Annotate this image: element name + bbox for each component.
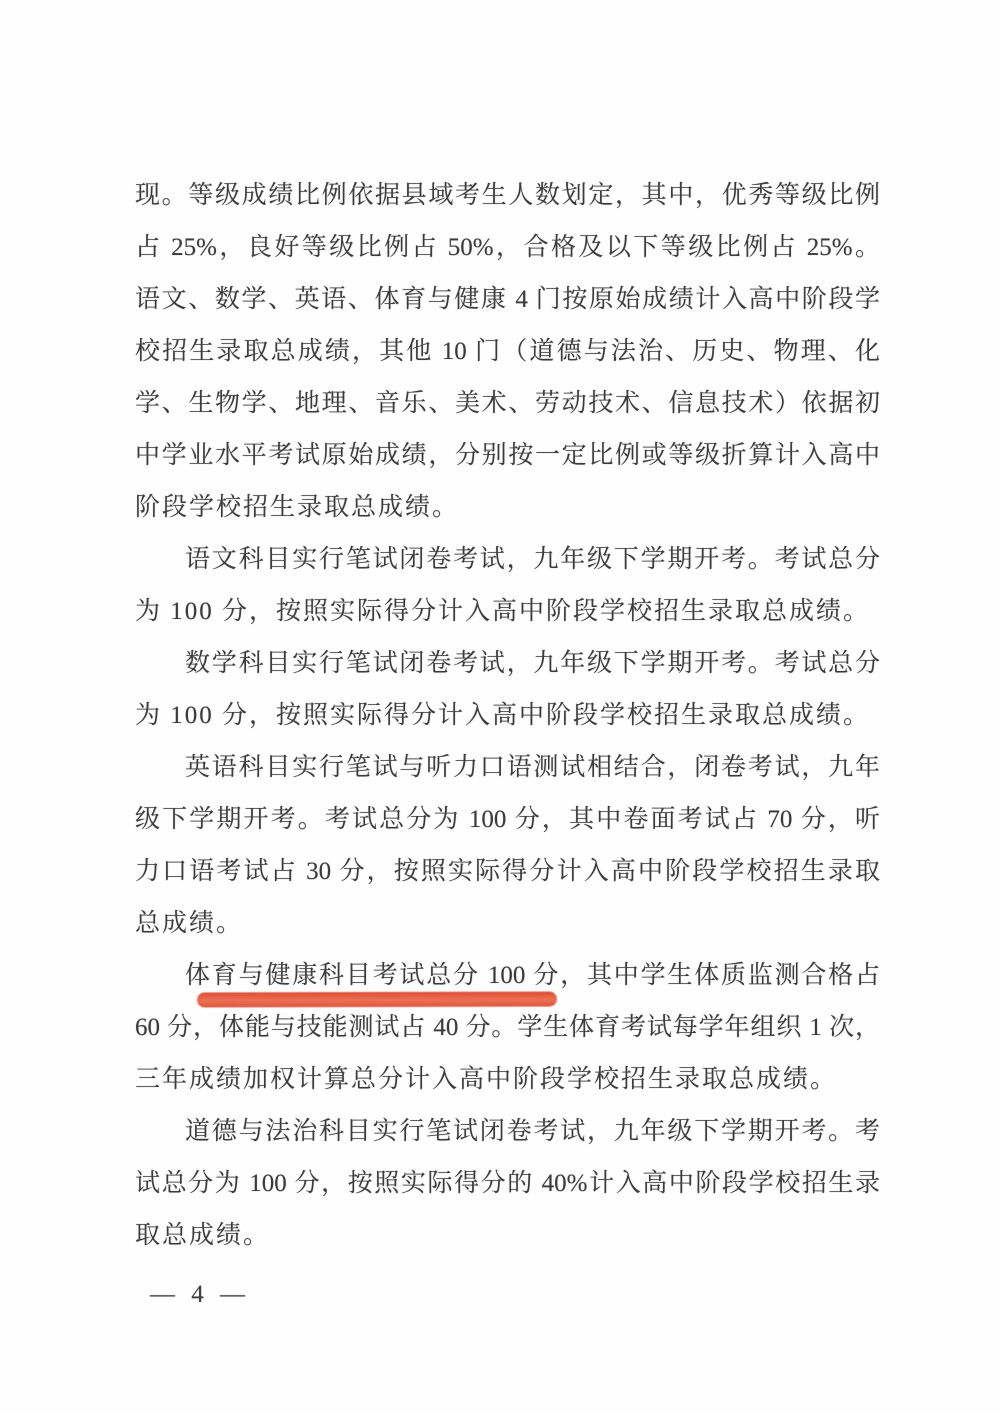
text-line xyxy=(135,534,880,586)
text-line xyxy=(135,690,880,742)
text-line-content: 英语科目实行笔试与听力口语测试相结合，闭卷考试，九年 xyxy=(185,754,880,781)
text-line xyxy=(135,1002,880,1054)
text-line-content: 语文、数学、英语、体育与健康 4 门按原始成绩计入高中阶段学 xyxy=(135,286,880,313)
text-line-content: 为 100 分，按照实际得分计入高中阶段学校招生录取总成绩。 xyxy=(135,702,871,729)
text-line-content: 三年成绩加权计算总分计入高中阶段学校招生录取总成绩。 xyxy=(135,1066,838,1093)
text-line xyxy=(135,482,880,534)
text-line-content: 中学业水平考试原始成绩，分别按一定比例或等级折算计入高中 xyxy=(135,442,880,469)
text-line-content: 力口语考试占 30 分，按照实际得分计入高中阶段学校招生录取 xyxy=(135,858,880,885)
text-line-content: 占 25%，良好等级比例占 50%，合格及以下等级比例占 25%。 xyxy=(135,234,880,261)
text-line-content: 道德与法治科目实行笔试闭卷考试，九年级下学期开考。考 xyxy=(185,1118,880,1145)
text-line xyxy=(135,638,880,690)
text-line-content: 试总分为 100 分，按照实际得分的 40%计入高中阶段学校招生录 xyxy=(135,1170,880,1197)
text-line-content: 取总成绩。 xyxy=(135,1222,271,1249)
text-line-content: 数学科目实行笔试闭卷考试，九年级下学期开考。考试总分 xyxy=(185,650,880,677)
text-line xyxy=(135,378,880,430)
text-line xyxy=(135,742,880,794)
text-line xyxy=(135,898,880,950)
text-line-content: 为 100 分，按照实际得分计入高中阶段学校招生录取总成绩。 xyxy=(135,598,871,625)
text-line xyxy=(135,950,880,1002)
text-line xyxy=(135,1106,880,1158)
text-line xyxy=(135,430,880,482)
text-line xyxy=(135,222,880,274)
text-line xyxy=(135,274,880,326)
text-line-content: 总成绩。 xyxy=(135,910,244,937)
text-line xyxy=(135,1210,880,1262)
text-line xyxy=(135,170,880,222)
text-line-content: 学、生物学、地理、音乐、美术、劳动技术、信息技术）依据初 xyxy=(135,390,880,417)
text-line xyxy=(135,794,880,846)
text-line xyxy=(135,1054,880,1106)
text-line xyxy=(135,586,880,638)
text-line-content: 级下学期开考。考试总分为 100 分，其中卷面考试占 70 分，听 xyxy=(135,806,880,833)
text-line-content: 阶段学校招生录取总成绩。 xyxy=(135,494,460,521)
text-line-content: 体育与健康科目考试总分 100 分，其中学生体质监测合格占 xyxy=(185,962,880,989)
text-line-content: 语文科目实行笔试闭卷考试，九年级下学期开考。考试总分 xyxy=(185,546,880,573)
text-line xyxy=(135,1158,880,1210)
text-line-content: 现。等级成绩比例依据县域考生人数划定，其中，优秀等级比例 xyxy=(135,182,880,209)
text-line xyxy=(135,846,880,898)
document-body xyxy=(135,170,880,1262)
text-line-content: 校招生录取总成绩，其他 10 门（道德与法治、历史、物理、化 xyxy=(135,338,880,365)
text-line xyxy=(135,326,880,378)
text-line-content: 60 分，体能与技能测试占 40 分。学生体育考试每学年组织 1 次， xyxy=(135,1014,880,1041)
page-number: — 4 — xyxy=(150,1281,250,1308)
